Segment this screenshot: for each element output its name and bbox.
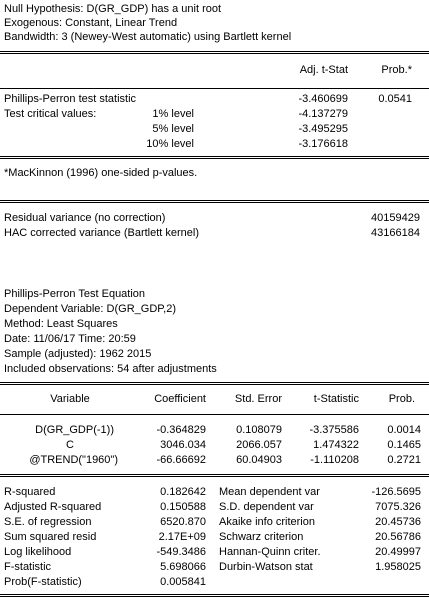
row-prob: 0.0014: [387, 424, 421, 436]
residual-variance-label: Residual variance (no correction): [4, 212, 166, 224]
crit-value: -3.176618: [298, 138, 348, 150]
stat-label: Akaike info criterion: [219, 516, 315, 528]
row-prob: 0.1465: [387, 439, 421, 451]
row-variable: D(GR_GDP(-1)): [35, 424, 114, 436]
crit-level: 5% level: [152, 123, 194, 135]
stat-value: 6520.870: [160, 516, 206, 528]
mackinnon-note: *MacKinnon (1996) one-sided p-values.: [4, 167, 198, 179]
crit-value: -3.495295: [298, 123, 348, 135]
col-std-error: Std. Error: [234, 393, 282, 405]
stat-label: Prob(F-statistic): [4, 576, 82, 588]
pp-prob-value: 0.0541: [378, 93, 412, 105]
row-prob: 0.2721: [387, 454, 421, 466]
hac-variance-label: HAC corrected variance (Bartlett kernel): [4, 227, 200, 239]
equation-title: Phillips-Perron Test Equation: [4, 288, 146, 300]
divider: [0, 200, 429, 203]
stat-label: S.D. dependent var: [219, 501, 314, 513]
method: Method: Least Squares: [4, 318, 118, 330]
row-t-statistic: -3.375586: [309, 424, 359, 436]
date-time: Date: 11/06/17 Time: 20:59: [4, 333, 136, 345]
divider: [0, 51, 429, 54]
stat-label: Durbin-Watson stat: [219, 561, 313, 573]
stat-value: 1.958025: [375, 561, 421, 573]
divider: [0, 594, 429, 597]
stat-label: Schwarz criterion: [219, 531, 304, 543]
divider: [0, 382, 429, 385]
observations: Included observations: 54 after adjustments: [4, 363, 217, 375]
crit-value: -4.137279: [298, 108, 348, 120]
col-t-statistic: t-Statistic: [313, 393, 359, 405]
stat-label: S.E. of regression: [4, 516, 92, 528]
stat-label: F-statistic: [4, 561, 52, 573]
stat-label: Mean dependent var: [219, 486, 320, 498]
exogenous-text: Exogenous: Constant, Linear Trend: [4, 17, 178, 29]
crit-values-label: Test critical values:: [4, 108, 97, 120]
row-std-error: 60.04903: [236, 454, 282, 466]
stat-value: -126.5695: [371, 486, 421, 498]
null-hypothesis-text: Null Hypothesis: D(GR_GDP) has a unit root: [4, 3, 222, 15]
stat-label: Log likelihood: [4, 546, 72, 558]
stat-value: -549.3486: [156, 546, 206, 558]
col-prob: Prob.*: [381, 64, 412, 76]
stat-label: R-squared: [4, 486, 56, 498]
divider: [0, 414, 429, 415]
row-t-statistic: -1.110208: [310, 454, 359, 466]
stat-value: 20.49997: [375, 546, 421, 558]
stat-value: 20.45736: [375, 516, 421, 528]
stat-label: Sum squared resid: [4, 531, 97, 543]
divider: [0, 474, 429, 477]
col-adj-tstat: Adj. t-Stat: [299, 64, 348, 76]
pp-stat-value: -3.460699: [298, 93, 348, 105]
row-coefficient: -66.66692: [156, 454, 206, 466]
col-prob: Prob.: [388, 393, 415, 405]
stat-value: 2.17E+09: [158, 531, 206, 543]
hac-variance-value: 43166184: [371, 227, 420, 239]
row-std-error: 0.108079: [236, 424, 282, 436]
stat-label: Adjusted R-squared: [4, 501, 102, 513]
bandwidth-text: Bandwidth: 3 (Newey-West automatic) using Bartlett kernel: [4, 31, 292, 43]
crit-level: 1% level: [152, 108, 194, 120]
stat-value: 0.005841: [160, 576, 206, 588]
pp-stat-label: Phillips-Perron test statistic: [4, 93, 137, 105]
divider: [0, 88, 429, 89]
row-std-error: 2066.057: [236, 439, 282, 451]
dependent-variable: Dependent Variable: D(GR_GDP,2): [4, 303, 177, 315]
residual-variance-value: 40159429: [371, 212, 420, 224]
stat-label: Hannan-Quinn criter.: [219, 546, 321, 558]
divider: [0, 156, 429, 159]
stat-value: 7075.326: [375, 501, 421, 513]
col-coefficient: Coefficient: [154, 393, 206, 405]
crit-level: 10% level: [146, 138, 194, 150]
stat-value: 20.56786: [375, 531, 421, 543]
stat-value: 0.150588: [160, 501, 206, 513]
row-t-statistic: 1.474322: [313, 439, 359, 451]
row-coefficient: 3046.034: [160, 439, 206, 451]
col-variable: Variable: [50, 393, 90, 405]
row-variable: @TREND("1960"): [29, 454, 118, 466]
row-variable: C: [66, 439, 74, 451]
stat-value: 0.182642: [160, 486, 206, 498]
stat-value: 5.698066: [160, 561, 206, 573]
sample: Sample (adjusted): 1962 2015: [4, 348, 152, 360]
row-coefficient: -0.364829: [156, 424, 206, 436]
